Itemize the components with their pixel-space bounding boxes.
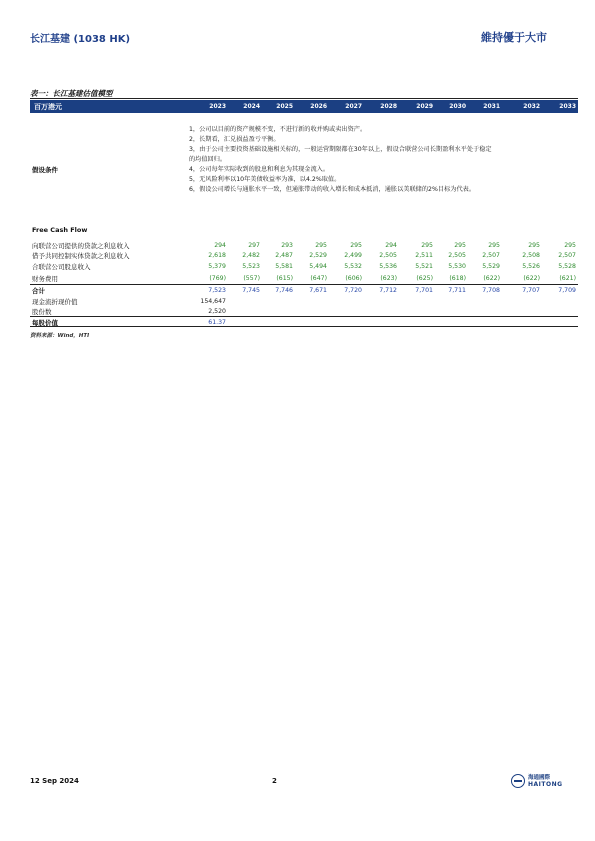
assumptions-label: 假设条件 (32, 166, 58, 174)
row-value: 7,707 (522, 287, 540, 294)
table-header-bar (30, 100, 578, 113)
year-header: 2033 (559, 103, 576, 110)
row-value: 2,507 (482, 252, 500, 259)
row-value: 5,379 (208, 263, 226, 270)
year-header: 2030 (449, 103, 466, 110)
per-share-rule (30, 316, 578, 317)
table-bottom-rule (30, 326, 578, 327)
row-label: 向联营公司提供的贷款之利息收入 (32, 242, 130, 250)
assumption-line: 5，无风险利率以10年美债收益率为准，以4.2%取值。 (189, 176, 341, 183)
year-header: 2028 (380, 103, 397, 110)
row-value: 5,529 (482, 263, 500, 270)
row-label: 股份数 (32, 308, 52, 316)
row-value: 295 (350, 242, 362, 249)
table-row (30, 240, 578, 250)
row-value: (606) (345, 275, 362, 282)
row-value: 2,520 (208, 308, 226, 315)
table-row (30, 306, 578, 316)
row-value: 5,521 (415, 263, 433, 270)
source-note: 资料来源：Wind，HTI (30, 333, 90, 339)
row-value: 2,507 (558, 252, 576, 259)
row-value: 7,671 (309, 287, 327, 294)
year-header: 2025 (276, 103, 293, 110)
company-header: 长江基建 (1038 HK) (30, 34, 131, 45)
row-value: 5,494 (309, 263, 327, 270)
row-value: (621) (559, 275, 576, 282)
row-value: 2,505 (379, 252, 397, 259)
row-value: (557) (243, 275, 260, 282)
row-value: (622) (523, 275, 540, 282)
row-value: (618) (449, 275, 466, 282)
row-label: 财务费用 (32, 275, 58, 283)
row-label: 借予共同控制实体贷款之利息收入 (32, 252, 130, 260)
row-value: 295 (315, 242, 327, 249)
row-value: 7,711 (448, 287, 466, 294)
row-value: (615) (276, 275, 293, 282)
row-label: 合计 (32, 287, 45, 295)
table-row (30, 296, 578, 306)
haitong-logo (511, 773, 571, 791)
year-header: 2027 (345, 103, 362, 110)
row-value: 7,708 (482, 287, 500, 294)
table-title: 表一：长江基建估值模型 (30, 89, 113, 98)
row-value: 154,647 (200, 298, 226, 305)
row-value: 295 (488, 242, 500, 249)
row-value: 7,712 (379, 287, 397, 294)
row-value: 2,508 (522, 252, 540, 259)
fcf-title: Free Cash Flow (32, 226, 88, 234)
row-value: 2,505 (448, 252, 466, 259)
row-value: 61.37 (208, 319, 226, 326)
row-value: 295 (421, 242, 433, 249)
row-value: 297 (248, 242, 260, 249)
row-value: 2,511 (415, 252, 433, 259)
row-value: 5,526 (522, 263, 540, 270)
row-label: 合联营公司股息收入 (32, 263, 91, 271)
page-number: 2 (272, 777, 277, 785)
rating-header: 維持優于大市 (481, 31, 547, 44)
assumptions-list (189, 125, 574, 195)
row-value: 5,536 (379, 263, 397, 270)
assumption-line: 6，假设公司增长与通胀水平一致，但通胀带动的收入增长和成本抵消，通胀以美联储的2%目标为代表。 (189, 186, 475, 193)
row-value: 2,482 (242, 252, 260, 259)
row-value: 5,581 (275, 263, 293, 270)
row-value: 7,745 (242, 287, 260, 294)
row-value: 5,532 (344, 263, 362, 270)
year-header: 2031 (483, 103, 500, 110)
row-value: 295 (528, 242, 540, 249)
table-row (30, 250, 578, 260)
year-header: 2029 (416, 103, 433, 110)
table-row (30, 261, 578, 271)
year-header: 2032 (523, 103, 540, 110)
row-value: 293 (281, 242, 293, 249)
row-value: 7,523 (208, 287, 226, 294)
row-value: 294 (214, 242, 226, 249)
year-header: 2026 (310, 103, 327, 110)
row-value: 5,523 (242, 263, 260, 270)
table-title-rule (30, 98, 578, 99)
row-value: 294 (385, 242, 397, 249)
row-value: (625) (416, 275, 433, 282)
row-value: 7,709 (558, 287, 576, 294)
logo-mark-icon (511, 774, 525, 788)
year-header: 2023 (209, 103, 226, 110)
logo-en-text: HAITONG (528, 781, 563, 788)
row-label: 每股价值 (32, 319, 58, 327)
row-value: 7,720 (344, 287, 362, 294)
row-value: 295 (564, 242, 576, 249)
row-label: 现金流折现价值 (32, 298, 78, 306)
row-value: 7,746 (275, 287, 293, 294)
assumption-line: 的均值回归。 (189, 156, 227, 163)
assumption-line: 3，由于公司主要投资基础设施相关标的，一般运营期限都在30年以上，假设合联营公司长期盈利水平处于稳定 (189, 146, 492, 153)
row-value: 2,499 (344, 252, 362, 259)
table-row (30, 285, 578, 295)
row-value: 2,487 (275, 252, 293, 259)
assumption-line: 4，公司每年实际收到的股息和利息为其现金流入。 (189, 166, 330, 173)
total-rule (30, 284, 578, 285)
row-value: (623) (380, 275, 397, 282)
row-value: 7,701 (415, 287, 433, 294)
row-value: 5,530 (448, 263, 466, 270)
row-value: (647) (310, 275, 327, 282)
table-row (30, 273, 578, 283)
year-header: 2024 (243, 103, 260, 110)
footer-date: 12 Sep 2024 (30, 777, 79, 785)
row-value: 2,529 (309, 252, 327, 259)
row-value: (622) (483, 275, 500, 282)
assumption-line: 1，公司以目前的资产规模不变，不进行新的收并购或卖出资产。 (189, 126, 367, 133)
row-value: 5,528 (558, 263, 576, 270)
unit-label: 百万港元 (34, 103, 62, 111)
logo-cn-text: 海通國際 (528, 775, 551, 781)
assumption-line: 2，长期看，汇兑损益盈亏平衡。 (189, 136, 280, 143)
row-value: 295 (454, 242, 466, 249)
row-value: (769) (209, 275, 226, 282)
row-value: 2,618 (208, 252, 226, 259)
